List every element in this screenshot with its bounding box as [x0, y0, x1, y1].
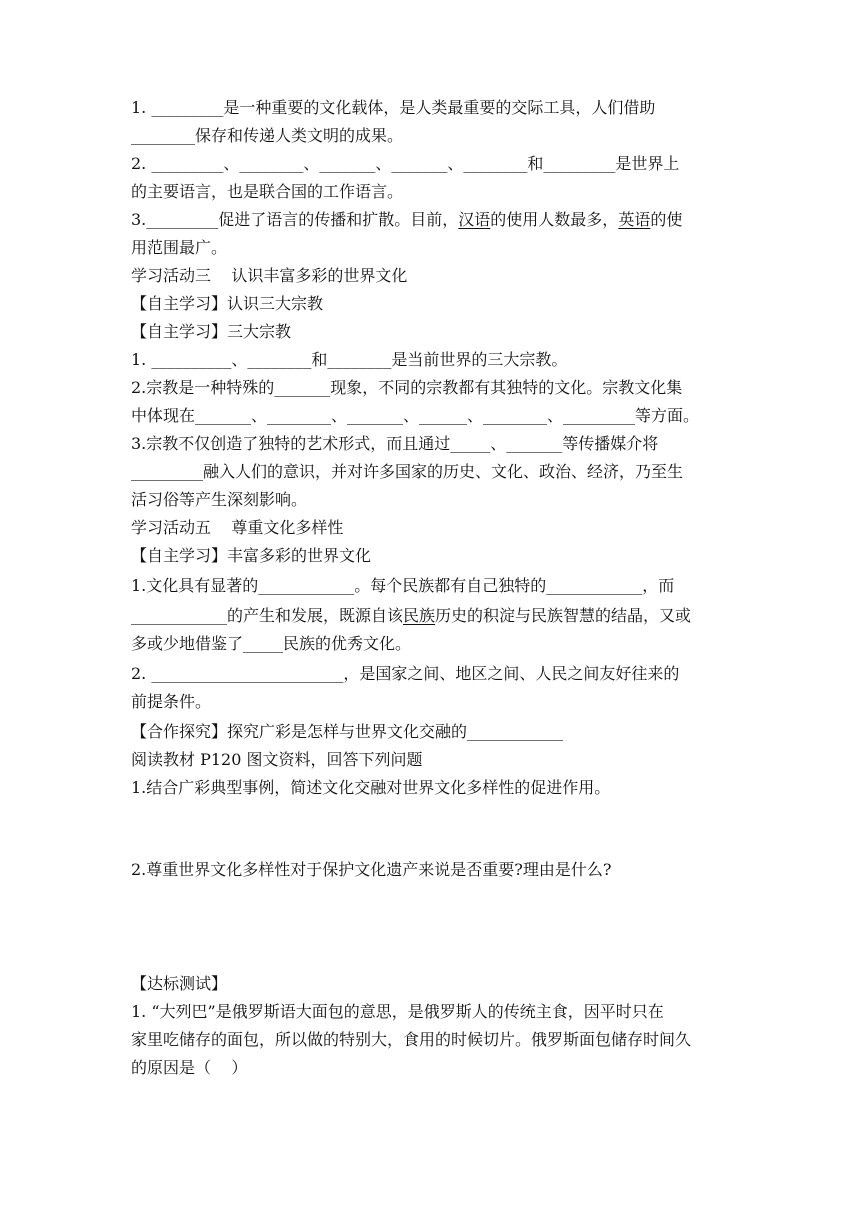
- text-segment: 学习活动三 认识丰富多彩的世界文化: [131, 266, 408, 285]
- text-segment: 3._________促进了语言的传播和扩散。目前，: [131, 210, 459, 229]
- text-segment: ________保存和传递人类文明的成果。: [131, 126, 404, 145]
- text-line: [131, 237, 227, 259]
- text-segment: 家里吃储存的面包，所以做的特别大，食用的时候切片。俄罗斯面包储存时间久: [131, 1030, 692, 1049]
- text-line: [131, 1057, 247, 1079]
- underlined-term: 英语: [618, 210, 651, 229]
- text-line: [131, 433, 658, 455]
- text-line: [131, 749, 422, 771]
- text-segment: 中体现在_______、________、_______、______、________、_________等方面。: [131, 406, 700, 425]
- text-line: [131, 663, 679, 685]
- text-segment: ____________的产生和发展，既源自该: [131, 606, 404, 625]
- text-line: [131, 181, 403, 203]
- text-segment: 活习俗等产生深刻影响。: [131, 490, 308, 509]
- text-segment: _________融入人们的意识，并对许多国家的历史、文化、政治、经济，乃至生: [131, 462, 684, 481]
- text-segment: 2.宗教是一种特殊的_______现象，不同的宗教都有其独特的文化。宗教文化集: [131, 378, 683, 397]
- text-line: [131, 605, 691, 627]
- text-segment: 【达标测试】: [131, 974, 228, 993]
- text-segment: 多或少地借鉴了_____民族的优秀文化。: [131, 634, 412, 653]
- text-line: [131, 545, 371, 567]
- text-segment: 用范围最广。: [131, 238, 228, 257]
- underlined-term: 汉语: [458, 210, 491, 229]
- text-segment: 2.尊重世界文化多样性对于保护文化遗产来说是否重要?理由是什么?: [131, 860, 612, 879]
- text-line: [131, 97, 655, 119]
- text-line: [131, 859, 611, 881]
- text-segment: 1.文化具有显著的____________。每个民族都有自己独特的____________，而: [131, 576, 675, 595]
- text-segment: 1. “大列巴”是俄罗斯语大面包的意思，是俄罗斯人的传统主食，因平时只在: [131, 1002, 664, 1021]
- text-line: [131, 721, 563, 743]
- text-line: [131, 575, 674, 597]
- text-line: [131, 777, 610, 799]
- text-line: [131, 265, 407, 287]
- text-line: [131, 1029, 691, 1051]
- text-line: [131, 517, 343, 539]
- text-segment: 的主要语言，也是联合国的工作语言。: [131, 182, 404, 201]
- text-line: [131, 461, 683, 483]
- text-segment: 前提条件。: [131, 692, 212, 711]
- text-line: [131, 973, 227, 995]
- text-segment: 【合作探究】探究广彩是怎样与世界文化交融的____________: [131, 722, 564, 741]
- text-line: [131, 153, 679, 175]
- text-line: [131, 321, 291, 343]
- text-segment: 的使: [650, 210, 683, 229]
- text-segment: 历史的积淀与民族智慧的结晶，又或: [435, 606, 692, 625]
- text-segment: 【自主学习】认识三大宗教: [131, 294, 324, 313]
- text-segment: 【自主学习】三大宗教: [131, 322, 292, 341]
- text-line: [131, 633, 411, 655]
- text-line: [131, 125, 403, 147]
- text-line: [131, 293, 323, 315]
- text-segment: 阅读教材 P120 图文资料，回答下列问题: [131, 750, 423, 769]
- text-segment: 的使用人数最多，: [490, 210, 619, 229]
- text-line: [131, 209, 682, 231]
- text-line: [131, 405, 699, 427]
- text-line: [131, 1001, 664, 1023]
- text-segment: 的原因是（ ）: [131, 1058, 248, 1077]
- text-line: [131, 489, 307, 511]
- text-segment: 【自主学习】丰富多彩的世界文化: [131, 546, 372, 565]
- text-segment: 3.宗教不仅创造了独特的艺术形式，而且通过_____、_______等传播媒介将: [131, 434, 659, 453]
- text-line: [131, 349, 567, 371]
- text-segment: 2. ________________________，是国家之间、地区之间、人民之间友好往来的: [131, 664, 680, 683]
- text-segment: 2. _________、________、_______、_______、________和_________是世界上: [131, 154, 680, 173]
- underlined-term: 民族: [403, 606, 436, 625]
- text-line: [131, 691, 211, 713]
- text-segment: 1.结合广彩典型事例，简述文化交融对世界文化多样性的促进作用。: [131, 778, 611, 797]
- text-segment: 1. _________是一种重要的文化载体，是人类最重要的交际工具，人们借助: [131, 98, 656, 117]
- text-segment: 学习活动五 尊重文化多样性: [131, 518, 344, 537]
- text-segment: 1. __________、________和________是当前世界的三大宗教。: [131, 350, 568, 369]
- text-line: [131, 377, 682, 399]
